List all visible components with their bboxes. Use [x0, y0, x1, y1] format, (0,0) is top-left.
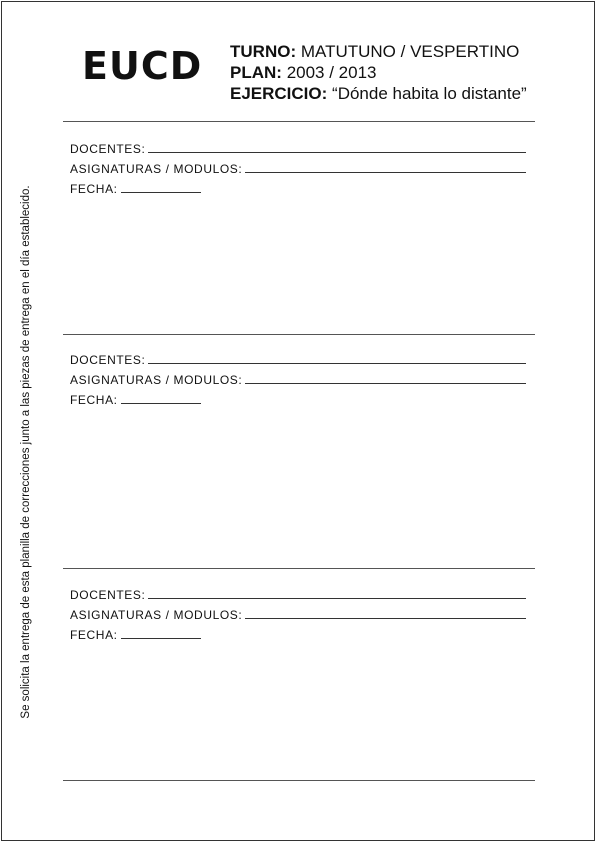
ejercicio-label: EJERCICIO: [230, 84, 328, 103]
header-info [230, 41, 527, 104]
fecha-field [70, 387, 530, 407]
fecha-line[interactable] [121, 393, 201, 404]
logo: EUCD [82, 44, 203, 88]
docentes-line[interactable] [148, 353, 526, 364]
section-2 [70, 347, 530, 407]
asignaturas-field [70, 602, 530, 622]
turno-value: MATUTUNO / VESPERTINO [300, 42, 520, 61]
docentes-field [70, 136, 530, 156]
plan-value: 2003 / 2013 [286, 63, 377, 82]
plan-row [230, 62, 527, 83]
fecha-field [70, 622, 530, 642]
docentes-label: DOCENTES: [70, 353, 146, 367]
docentes-field [70, 582, 530, 602]
fecha-line[interactable] [121, 628, 201, 639]
section-1 [70, 136, 530, 196]
section-3 [70, 582, 530, 642]
docentes-line[interactable] [148, 142, 526, 153]
ejercicio-value: “Dónde habita lo distante” [332, 84, 527, 103]
fecha-label: FECHA: [70, 628, 118, 642]
turno-row [230, 41, 527, 62]
asignaturas-field [70, 367, 530, 387]
divider-1 [63, 334, 535, 335]
asignaturas-line[interactable] [245, 373, 526, 384]
asignaturas-label: ASIGNATURAS / MODULOS: [70, 608, 243, 622]
side-note: Se solicita la entrega de esta planilla de correcciones junto a las piezas de entrega en el día establecido. [20, 185, 32, 719]
divider-top [63, 121, 535, 122]
turno-label: TURNO: [230, 42, 297, 61]
fecha-field [70, 176, 530, 196]
docentes-field [70, 347, 530, 367]
asignaturas-label: ASIGNATURAS / MODULOS: [70, 162, 243, 176]
fecha-label: FECHA: [70, 393, 118, 407]
divider-bottom [63, 780, 535, 781]
fecha-line[interactable] [121, 182, 201, 193]
asignaturas-field [70, 156, 530, 176]
docentes-label: DOCENTES: [70, 588, 146, 602]
docentes-line[interactable] [148, 588, 526, 599]
asignaturas-line[interactable] [245, 608, 526, 619]
ejercicio-row [230, 83, 527, 104]
fecha-label: FECHA: [70, 182, 118, 196]
asignaturas-label: ASIGNATURAS / MODULOS: [70, 373, 243, 387]
page-border [1, 1, 595, 841]
divider-2 [63, 568, 535, 569]
asignaturas-line[interactable] [245, 162, 526, 173]
plan-label: PLAN: [230, 63, 282, 82]
docentes-label: DOCENTES: [70, 142, 146, 156]
